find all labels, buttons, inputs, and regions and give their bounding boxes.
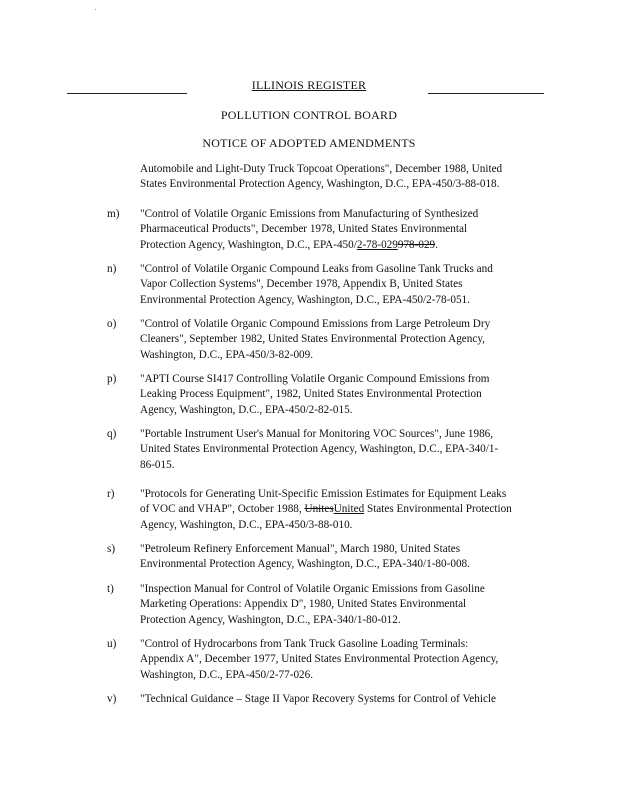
paragraph-line: United States Environmental Protection Agency, Washington, D.C., EPA-340/1-: [140, 443, 499, 456]
item-marker-u: u): [107, 638, 117, 650]
notice-title: NOTICE OF ADOPTED AMENDMENTS: [202, 136, 416, 150]
text-run: Protection Agency, Washington, D.C., EPA-450/: [140, 238, 357, 251]
paragraph-line: "Control of Volatile Organic Compound Leaks from Gasoline Tank Trucks and: [140, 263, 493, 275]
paragraph-line: "Technical Guidance – Stage II Vapor Recovery Systems for Control of Vehicle: [140, 693, 496, 705]
register-title: [0, 78, 618, 93]
item-marker-m: m): [107, 208, 120, 220]
paragraph-line: Appendix A", December 1977, United States Environmental Protection Agency,: [140, 653, 499, 666]
header-rule-right: [428, 93, 544, 94]
item-marker-o: o): [107, 318, 117, 330]
text-run: .: [435, 238, 438, 251]
inserted-text: 2-78-029: [356, 238, 398, 251]
paragraph-line: Cleaners", September 1982, United States Environmental Protection Agency,: [140, 333, 485, 346]
paragraph-line: "APTI Course SI417 Controlling Volatile Organic Compound Emissions from: [140, 373, 490, 385]
item-u-paragraph: [140, 637, 540, 683]
item-m-paragraph: [140, 207, 540, 253]
item-marker-p: p): [107, 373, 117, 385]
item-s-paragraph: [140, 542, 540, 573]
paragraph-line-amended: [140, 502, 540, 517]
paragraph-line: Pharmaceutical Products", December 1978, United States Environmental: [140, 223, 468, 236]
paragraph-line: Leaking Process Equipment", 1982, United States Environmental Protection: [140, 388, 482, 401]
scan-speck: [95, 9, 96, 10]
text-run: of VOC and VHAP", October 1988,: [140, 503, 305, 516]
item-marker-t: t): [107, 583, 114, 595]
continuation-paragraph: [140, 162, 540, 193]
item-n-paragraph: [140, 262, 540, 308]
paragraph-line: Environmental Protection Agency, Washington, D.C., EPA-450/2-78-051.: [140, 293, 470, 306]
item-marker-n: n): [107, 263, 117, 275]
item-v-paragraph: [140, 692, 540, 707]
text-run: States Environmental Protection: [364, 503, 512, 516]
paragraph-line: Washington, D.C., EPA-450/3-82-009.: [140, 348, 314, 361]
paragraph-line: "Control of Volatile Organic Compound Emissions from Large Petroleum Dry: [140, 318, 491, 330]
item-p-paragraph: [140, 372, 540, 418]
item-marker-r: r): [107, 488, 115, 500]
paragraph-line: Marketing Operations: Appendix D", 1980, United States Environmental: [140, 598, 467, 611]
paragraph-line: Automobile and Light-Duty Truck Topcoat Operations", December 1988, United: [140, 163, 503, 175]
paragraph-line: Agency, Washington, D.C., EPA-450/2-82-015.: [140, 403, 353, 416]
item-q-paragraph: [140, 427, 540, 473]
item-o-paragraph: [140, 317, 540, 363]
deleted-text: Unites: [304, 503, 334, 516]
paragraph-line: "Control of Hydrocarbons from Tank Truck Gasoline Loading Terminals:: [140, 638, 469, 650]
deleted-text: 978-029: [397, 238, 436, 251]
paragraph-line: "Portable Instrument User's Manual for Monitoring VOC Sources", June 1986,: [140, 428, 494, 440]
paragraph-line: 86-015.: [140, 458, 175, 471]
item-r-paragraph: [140, 487, 540, 533]
paragraph-line: Protection Agency, Washington, D.C., EPA-340/1-80-012.: [140, 613, 401, 626]
board-title: POLLUTION CONTROL BOARD: [220, 108, 398, 122]
paragraph-line: "Control of Volatile Organic Emissions from Manufacturing of Synthesized: [140, 208, 479, 220]
paragraph-line-amended: [140, 238, 540, 253]
item-marker-v: v): [107, 693, 117, 705]
paragraph-line: States Environmental Protection Agency, Washington, D.C., EPA-450/3-88-018.: [140, 178, 500, 191]
paragraph-line: "Petroleum Refinery Enforcement Manual", March 1980, United States: [140, 543, 461, 555]
inserted-text: United: [333, 503, 365, 516]
paragraph-line: Environmental Protection Agency, Washington, D.C., EPA-340/1-80-008.: [140, 558, 470, 571]
paragraph-line: "Inspection Manual for Control of Volatile Organic Emissions from Gasoline: [140, 583, 485, 595]
item-marker-s: s): [107, 543, 116, 555]
paragraph-line: Agency, Washington, D.C., EPA-450/3-88-010.: [140, 518, 353, 531]
header-rule-left: [67, 93, 187, 94]
item-marker-q: q): [107, 428, 117, 440]
paragraph-line: Vapor Collection Systems", December 1978, Appendix B, United States: [140, 278, 463, 291]
paragraph-line: Washington, D.C., EPA-450/2-77-026.: [140, 668, 314, 681]
register-title-text: ILLINOIS REGISTER: [251, 78, 367, 92]
paragraph-line: "Protocols for Generating Unit-Specific Emission Estimates for Equipment Leaks: [140, 488, 507, 500]
item-t-paragraph: [140, 582, 540, 628]
